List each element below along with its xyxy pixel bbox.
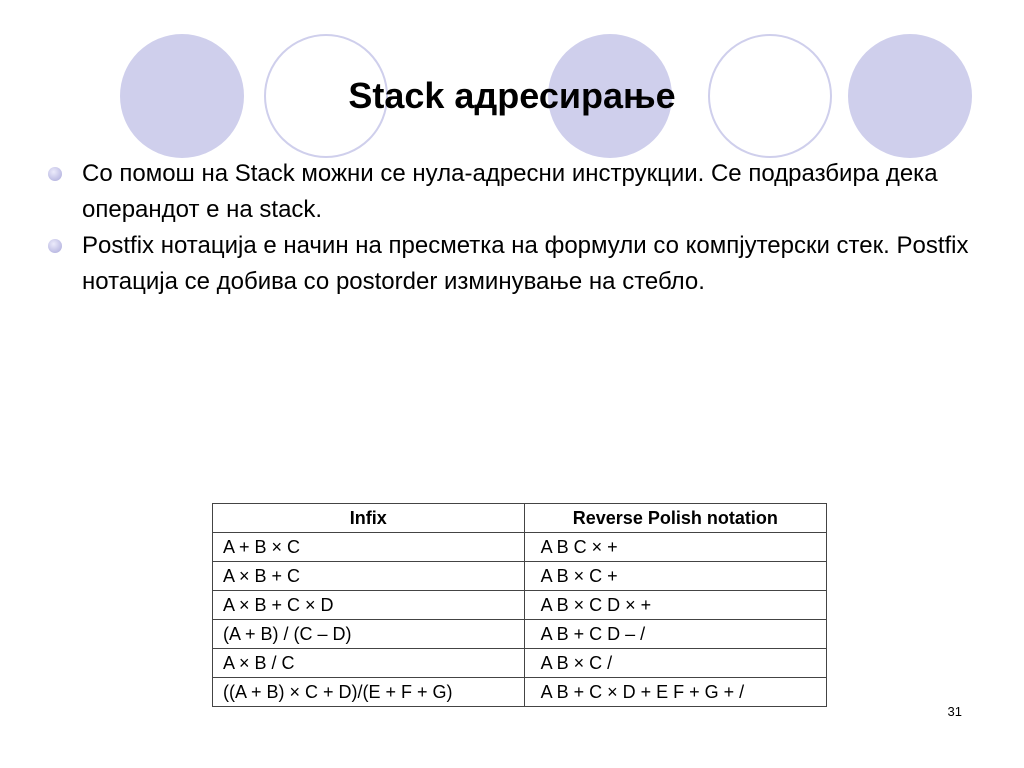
bullet-text: Со помош на Stack можни се нула-адресни инструкции. Се подразбира дека операндот е на stack. xyxy=(82,160,938,223)
header-infix: Infix xyxy=(213,504,525,533)
rpn-cell: A B + C × D + E F + G + / xyxy=(524,678,826,707)
table-row xyxy=(213,591,827,620)
table-row xyxy=(213,649,827,678)
notation-table xyxy=(212,503,827,707)
bullet-text: Postfix нотација е начин на пресметка на формули со компјутерски стек. Postfix нотација се добива со postorder изминување на стебло. xyxy=(82,232,969,295)
table-row xyxy=(213,562,827,591)
rpn-cell: A B + C D – / xyxy=(524,620,826,649)
table-row xyxy=(213,533,827,562)
bullet-item xyxy=(44,228,984,300)
infix-cell: A × B / C xyxy=(213,649,525,678)
rpn-cell: A B × C D × + xyxy=(524,591,826,620)
slide-title: Stack адресирање xyxy=(348,75,676,116)
header-rpn: Reverse Polish notation xyxy=(524,504,826,533)
infix-cell: A × B + C × D xyxy=(213,591,525,620)
table-header-row xyxy=(213,504,827,533)
infix-cell: (A + B) / (C – D) xyxy=(213,620,525,649)
table-row xyxy=(213,620,827,649)
infix-cell: A × B + C xyxy=(213,562,525,591)
table-row xyxy=(213,678,827,707)
bullet-icon xyxy=(48,239,62,253)
rpn-cell: A B × C + xyxy=(524,562,826,591)
bullet-list xyxy=(44,156,984,300)
bullet-item xyxy=(44,156,984,228)
infix-cell: ((A + B) × C + D)/(E + F + G) xyxy=(213,678,525,707)
bullet-icon xyxy=(48,167,62,181)
rpn-cell: A B × C / xyxy=(524,649,826,678)
rpn-cell: A B C × + xyxy=(524,533,826,562)
page-number: 31 xyxy=(947,704,962,719)
infix-cell: A + B × C xyxy=(213,533,525,562)
